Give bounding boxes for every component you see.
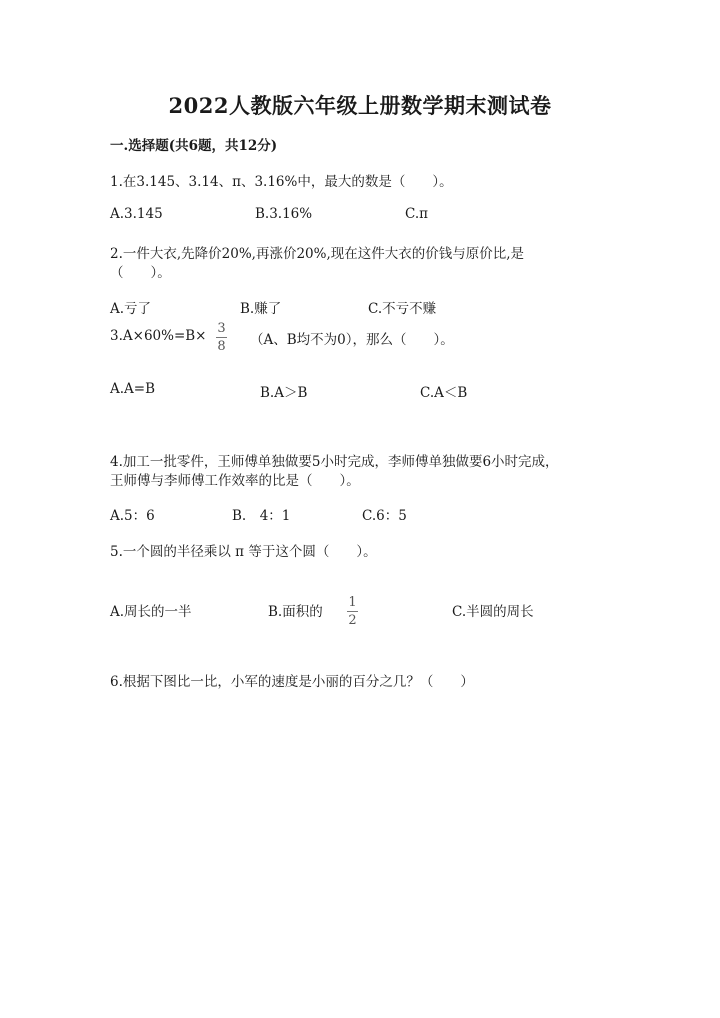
fraction-numerator: 1 xyxy=(348,595,357,610)
fraction-bar xyxy=(216,337,227,338)
fraction-denominator: 8 xyxy=(217,339,226,354)
exam-title: 2022人教版六年级上册数学期末测试卷 xyxy=(168,93,552,118)
question-2-option-c: C.不亏不赚 xyxy=(368,301,437,317)
question-1-option-b: B.3.16% xyxy=(255,206,313,222)
question-2-stem-line2: （ ）。 xyxy=(110,265,171,281)
fraction-numerator: 3 xyxy=(217,321,226,336)
question-2-option-a: A.亏了 xyxy=(110,301,152,317)
question-5-option-b: B.面积的 xyxy=(268,604,323,620)
question-3-option-b: B.A＞B xyxy=(260,385,308,401)
fraction-bar xyxy=(347,611,358,612)
question-4-stem-line2: 王师傅与李师傅工作效率的比是（ ）。 xyxy=(110,473,360,489)
question-3-stem-part2: （A、B均不为0），那么（ ）。 xyxy=(250,332,454,348)
question-5-option-a: A.周长的一半 xyxy=(110,604,192,620)
fraction-denominator: 2 xyxy=(348,613,357,628)
question-3-stem-part1: 3.A×60%=B× xyxy=(110,328,207,344)
question-4-option-c: C.6：5 xyxy=(362,508,407,524)
question-4-option-a: A.5：6 xyxy=(110,508,155,524)
question-4-stem-line1: 4.加工一批零件，王师傅单独做要5小时完成，李师傅单独做要6小时完成， xyxy=(110,454,559,470)
question-1-option-c: C.π xyxy=(405,206,429,222)
question-2-option-b: B.赚了 xyxy=(240,301,282,317)
question-3-option-c: C.A＜B xyxy=(420,385,468,401)
question-4-option-b: B. 4：1 xyxy=(232,508,291,524)
question-2-stem-line1: 2.一件大衣,先降价20%,再涨价20%,现在这件大衣的价钱与原价比,是 xyxy=(110,246,525,262)
fraction-one-half xyxy=(347,596,358,627)
fraction-three-eighths xyxy=(216,322,227,353)
question-1-stem: 1.在3.145、3.14、π、3.16%中，最大的数是（ ）。 xyxy=(110,174,453,190)
question-5-option-c: C.半圆的周长 xyxy=(452,604,534,620)
section-heading: 一.选择题(共6题，共12分) xyxy=(110,138,278,154)
question-5-stem: 5.一个圆的半径乘以 π 等于这个圆（ ）。 xyxy=(110,544,377,560)
question-6-stem: 6.根据下图比一比，小军的速度是小丽的百分之几？（ ） xyxy=(110,674,474,690)
question-3-option-a: A.A=B xyxy=(110,381,156,397)
question-1-option-a: A.3.145 xyxy=(110,206,163,222)
